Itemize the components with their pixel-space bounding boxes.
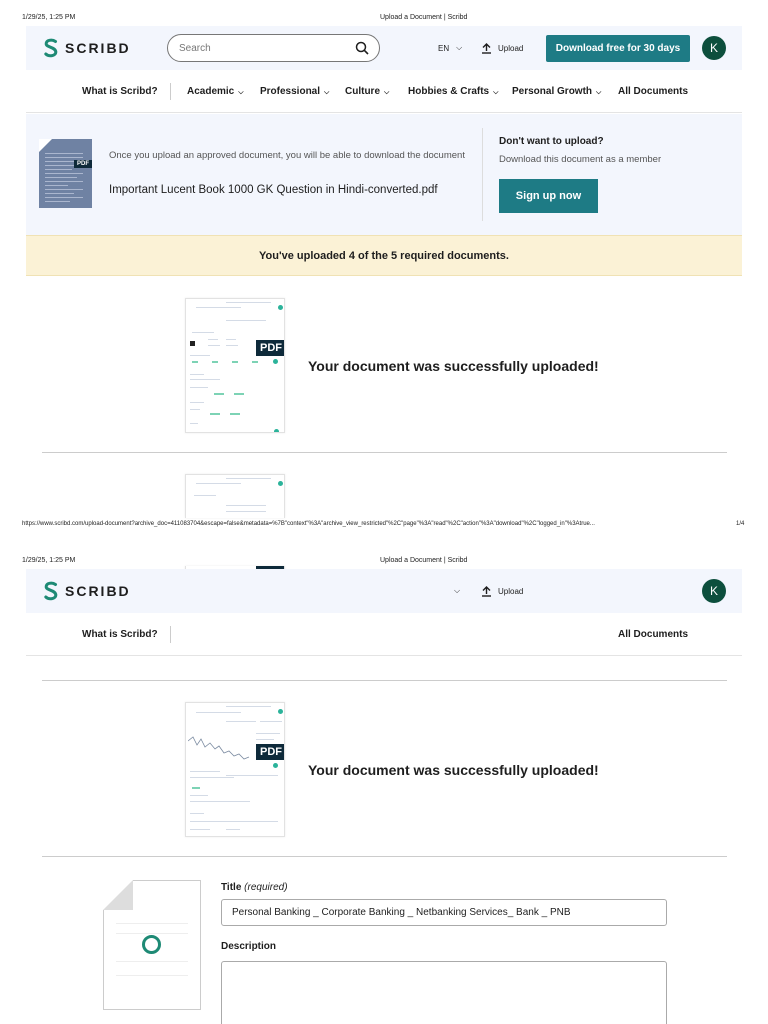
- nav-personal-growth-label: Personal Growth: [512, 86, 593, 97]
- chevron-down-icon: ⌵: [384, 89, 390, 96]
- upload-label: Upload: [498, 43, 524, 53]
- logo-text: SCRIBD: [65, 583, 131, 599]
- uploaded-doc-preview: [185, 702, 285, 837]
- pdf-badge: PDF: [256, 744, 285, 760]
- search-placeholder: Search: [179, 42, 211, 54]
- language-selector[interactable]: [438, 26, 462, 70]
- logo-text: SCRIBD: [65, 40, 131, 56]
- nav-professional-label: Professional: [260, 86, 321, 97]
- section-divider: [42, 452, 727, 453]
- document-filename: Important Lucent Book 1000 GK Question in Hindi-converted.pdf: [109, 184, 438, 196]
- loading-spinner-icon: [142, 935, 161, 954]
- print-datetime: 1/29/25, 1:25 PM: [22, 14, 76, 21]
- nav-divider: [170, 83, 171, 100]
- title-required-note: (required): [244, 882, 288, 893]
- section-divider: [42, 680, 727, 681]
- scribd-logo[interactable]: [43, 38, 131, 58]
- print-page-title: Upload a Document | Scribd: [380, 14, 468, 21]
- nav-hobbies-crafts[interactable]: [408, 70, 498, 114]
- nav-hobbies-label: Hobbies & Crafts: [408, 86, 490, 97]
- upload-progress-banner: You've uploaded 4 of the 5 required documents.: [26, 235, 742, 276]
- chevron-down-icon: ⌵: [238, 89, 244, 96]
- stock-chart-thumbnail: [188, 731, 250, 763]
- print-page-title: Upload a Document | Scribd: [380, 557, 468, 564]
- chevron-down-icon: ⌵: [596, 89, 602, 96]
- download-free-button[interactable]: Download free for 30 days: [546, 35, 690, 62]
- pdf-badge: PDF: [256, 340, 285, 356]
- nav-all-documents[interactable]: All Documents: [618, 629, 689, 640]
- description-label: Description: [221, 941, 277, 952]
- title-label: [221, 882, 288, 893]
- top-bar-sticky: [26, 569, 742, 613]
- chevron-down-icon: ⌵: [324, 89, 330, 96]
- document-processing-thumbnail: [103, 880, 201, 1010]
- upload-icon: [481, 43, 492, 54]
- nav-academic-label: Academic: [187, 86, 235, 97]
- document-thumbnail: [39, 139, 92, 208]
- chevron-down-icon: ⌵: [454, 586, 461, 595]
- nav-all-documents[interactable]: All Documents: [618, 86, 689, 97]
- dont-want-upload-title: Don't want to upload?: [499, 136, 604, 147]
- nav-professional[interactable]: [260, 70, 329, 114]
- nav-divider: [170, 626, 171, 643]
- avatar[interactable]: K: [702, 579, 726, 603]
- uploaded-doc-preview: [185, 298, 285, 433]
- nav-what-is-scribd[interactable]: What is Scribd?: [82, 629, 158, 640]
- upload-icon: [481, 586, 492, 597]
- print-url: https://www.scribd.com/upload-document?archive_doc=411083704&escape=false&metadata=%7B"context"%3A"archive_view_restricted"%2C"page"%3A"read"%2C"action"%3A"download"%2C"logged_in"%3Atrue...: [22, 521, 595, 527]
- scribd-logo-icon: [43, 581, 59, 601]
- scribd-logo[interactable]: [43, 581, 131, 601]
- sign-up-button[interactable]: Sign up now: [499, 179, 598, 213]
- section-divider: [42, 856, 727, 857]
- chevron-down-icon: ⌵: [493, 89, 499, 96]
- upload-instruction-text: Once you upload an approved document, you will be able to download the document: [109, 150, 465, 161]
- chevron-down-icon: ⌵: [456, 43, 463, 52]
- nav-what-is-scribd[interactable]: What is Scribd?: [82, 86, 158, 97]
- upload-label: Upload: [498, 586, 524, 596]
- top-bar: [26, 26, 742, 70]
- upload-info-panel: [26, 114, 742, 235]
- nav-culture[interactable]: [345, 70, 389, 114]
- nav-culture-label: Culture: [345, 86, 380, 97]
- upload-success-message: Your document was successfully uploaded!: [308, 762, 599, 778]
- pdf-badge: PDF: [74, 160, 92, 168]
- upload-link[interactable]: [481, 569, 523, 613]
- title-label-text: Title: [221, 882, 242, 893]
- print-datetime: 1/29/25, 1:25 PM: [22, 557, 76, 564]
- search-icon[interactable]: [355, 41, 369, 55]
- download-as-member-text: Download this document as a member: [499, 154, 662, 165]
- category-nav-sticky: [26, 613, 742, 656]
- language-label: EN: [438, 43, 450, 53]
- print-page-number: 1/4: [736, 521, 745, 527]
- search-input[interactable]: [167, 34, 380, 62]
- title-field[interactable]: [221, 899, 667, 926]
- nav-academic[interactable]: [187, 70, 244, 114]
- description-field[interactable]: [221, 961, 667, 1024]
- uploaded-doc-preview-partial: [185, 474, 285, 518]
- language-selector[interactable]: [454, 569, 460, 613]
- nav-personal-growth[interactable]: [512, 70, 601, 114]
- panel-divider: [482, 128, 483, 221]
- upload-success-message: Your document was successfully uploaded!: [308, 358, 599, 374]
- scribd-logo-icon: [43, 38, 59, 58]
- avatar[interactable]: K: [702, 36, 726, 60]
- upload-link[interactable]: [481, 26, 523, 70]
- category-nav: [26, 70, 742, 113]
